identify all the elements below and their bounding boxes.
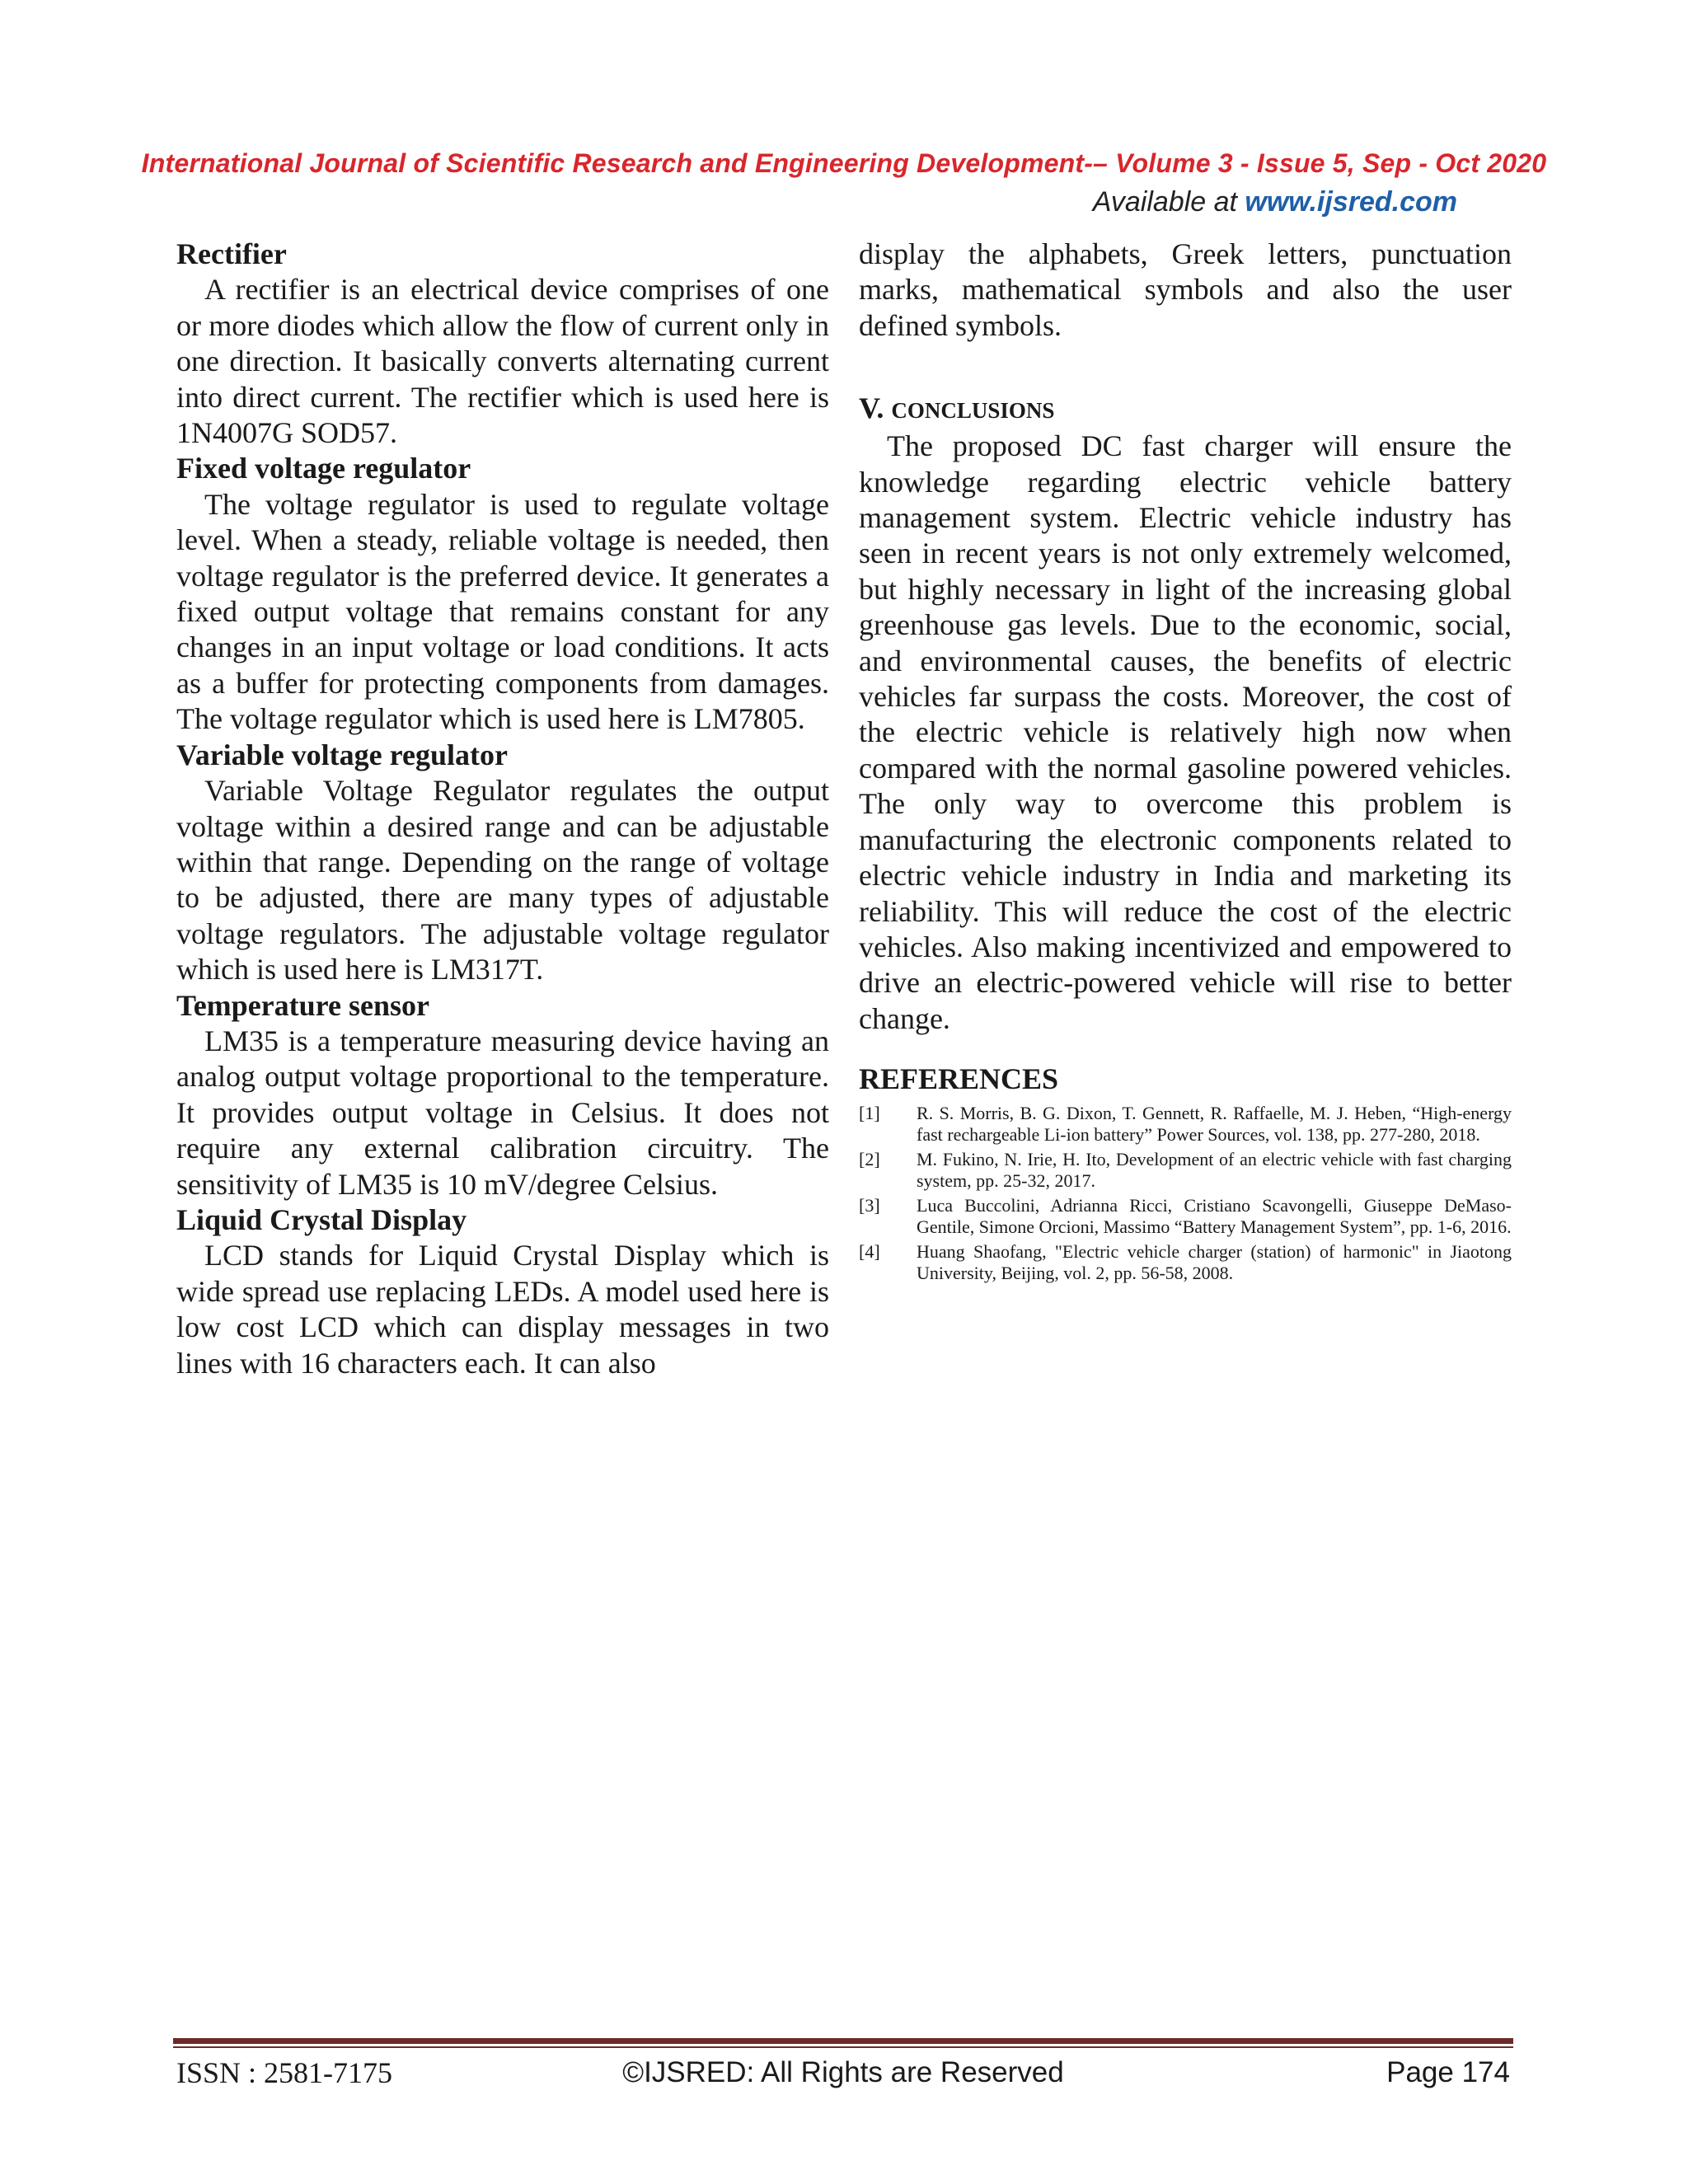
temperature-sensor-paragraph: LM35 is a temperature measuring device having an analog output voltage proportional to the temperature. It provides output voltage in Celsius. It does not require any external calibration circuitry. The sensitivity of LM35 is 10 mV/degree Celsius.	[176, 1024, 829, 1201]
variable-regulator-heading: Variable voltage regulator	[176, 738, 508, 771]
journal-website-link[interactable]: www.ijsred.com	[1245, 186, 1457, 218]
reference-number: [4]	[859, 1241, 880, 1263]
temperature-sensor-section	[176, 988, 829, 1202]
reference-item	[859, 1103, 1512, 1146]
references-heading: REFERENCES	[859, 1062, 1059, 1096]
availability-prefix: Available at	[1092, 186, 1245, 218]
footer-divider-thin	[173, 2046, 1513, 2048]
conclusions-heading	[859, 390, 1512, 429]
conclusions-paragraph: The proposed DC fast charger will ensure the knowledge regarding electric vehicle battery management system. Electric vehicle industry has seen in recent years is not only extremely welcomed, but highly necessary in light of the increasing global greenhouse gas levels. Due to the economic, social, and environmental causes, the benefits of electric vehicles far surpass the costs. Moreover, the cost of the electric vehicle is relatively high now when compared with the normal gasoline powered vehicles. The only way to overcome this problem is manufacturing the electronic components related to electric vehicle industry in India and marketing its reliability. This will reduce the cost of the electric vehicles. Also making incentivized and empowered to drive an electric-powered vehicle will rise to better change.	[859, 429, 1512, 1035]
lcd-paragraph: LCD stands for Liquid Crystal Display which is wide spread use replacing LEDs. A model used here is low cost LCD which can display messages in two lines with 16 characters each. It can also	[176, 1239, 829, 1380]
footer-divider-thick	[173, 2038, 1513, 2044]
page-footer	[173, 2052, 1513, 2093]
lcd-section	[176, 1202, 829, 1381]
variable-regulator-section	[176, 738, 829, 988]
reference-number: [2]	[859, 1149, 880, 1170]
fixed-regulator-paragraph: The voltage regulator is used to regulate voltage level. When a steady, reliable voltage is needed, then voltage regulator is the preferred device. It generates a fixed output voltage that remains constant for any changes in an input voltage or load conditions. It acts as a buffer for protecting components from damages. The voltage regulator which is used here is LM7805.	[176, 487, 829, 736]
rectifier-section	[176, 237, 829, 451]
reference-number: [1]	[859, 1103, 880, 1124]
references-list	[859, 1103, 1512, 1284]
footer-copyright: ©IJSRED: All Rights are Reserved	[622, 2056, 1064, 2088]
reference-text: Luca Buccolini, Adrianna Ricci, Cristiano Scavongelli, Giuseppe DeMaso-Gentile, Simone Orcioni, Massimo “Battery Management System”, pp. 1-6, 2016.	[917, 1195, 1512, 1238]
conclusions-numeral: V.	[859, 391, 884, 425]
lcd-continuation-paragraph: display the alphabets, Greek letters, punctuation marks, mathematical symbols and also the user defined symbols.	[859, 237, 1512, 342]
lcd-heading: Liquid Crystal Display	[176, 1202, 467, 1236]
rectifier-heading: Rectifier	[176, 237, 287, 270]
reference-text: R. S. Morris, B. G. Dixon, T. Gennett, R. Raffaelle, M. J. Heben, “High-energy fast rechargeable Li-ion battery” Power Sources, vol. 138, pp. 277-280, 2018.	[917, 1103, 1512, 1146]
fixed-regulator-section	[176, 451, 829, 737]
footer-issn: ISSN : 2581-7175	[176, 2056, 393, 2089]
reference-number: [3]	[859, 1195, 880, 1216]
fixed-regulator-heading: Fixed voltage regulator	[176, 452, 471, 485]
reference-item	[859, 1195, 1512, 1238]
rectifier-paragraph: A rectifier is an electrical device comprises of one or more diodes which allow the flow of current only in one direction. It basically converts alternating current into direct current. The rectifier which is used here is 1N4007G SOD57.	[176, 273, 829, 450]
availability-line	[1093, 186, 1457, 218]
reference-text: M. Fukino, N. Irie, H. Ito, Development of an electric vehicle with fast charging system, pp. 25-32, 2017.	[917, 1149, 1512, 1192]
variable-regulator-paragraph: Variable Voltage Regulator regulates the output voltage within a desired range and can be adjustable within that range. Depending on the range of voltage to be adjusted, there are many types of adjustable voltage regulators. The adjustable voltage regulator which is used here is LM317T.	[176, 774, 829, 987]
reference-item	[859, 1241, 1512, 1284]
footer-page-number: Page 174	[1386, 2056, 1510, 2088]
reference-item	[859, 1149, 1512, 1192]
temperature-sensor-heading: Temperature sensor	[176, 988, 429, 1022]
conclusions-title: CONCLUSIONS	[891, 398, 1055, 424]
right-column	[859, 237, 1512, 1287]
journal-header: International Journal of Scientific Research and Engineering Development-– Volume 3 - Issue 5, Sep - Oct 2020	[141, 148, 1547, 178]
reference-text: Huang Shaofang, "Electric vehicle charger (station) of harmonic" in Jiaotong University, Beijing, vol. 2, pp. 56-58, 2008.	[917, 1241, 1512, 1284]
left-column	[176, 237, 829, 1381]
